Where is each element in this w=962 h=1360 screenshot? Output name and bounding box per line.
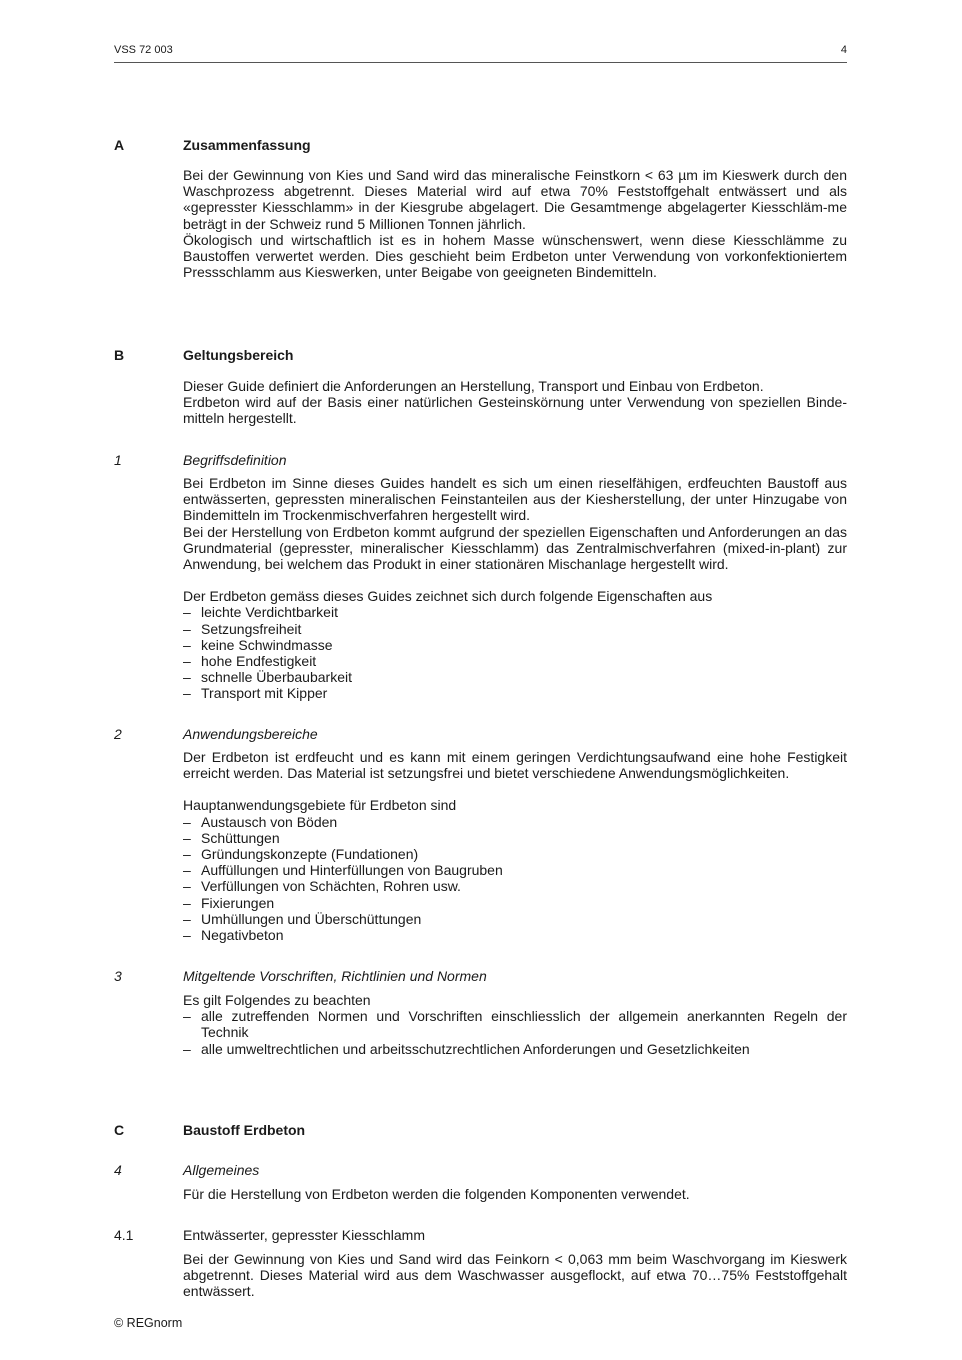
paragraph: Der Erdbeton gemäss dieses Guides zeichnet sich durch folgende Eigenschaften aus xyxy=(183,588,713,605)
section-title: Allgemeines xyxy=(183,1162,260,1178)
paragraph: Ökologisch und wirtschaftlich ist es in hohem Masse wünschenswert, wenn diese Kiesschlämme zu Baustoffen verwertet werden. Dies geschieht beim Erdbeton unter Verwendung von vorkonfektioniertem Pressschlamm aus Kieswerken, unter Beigabe von geeigneten Bindemitteln. xyxy=(183,231,847,281)
section-number: C xyxy=(114,1122,125,1138)
list-item: – Umhüllungen und Überschüttungen xyxy=(183,911,847,927)
section-number: 3 xyxy=(114,968,122,984)
section-body xyxy=(183,749,847,943)
section-number: 1 xyxy=(114,452,122,468)
section-body xyxy=(183,1186,847,1202)
list-item: – Auffüllungen und Hinterfüllungen von Baugruben xyxy=(183,862,847,878)
section-title: Anwendungsbereiche xyxy=(183,726,318,742)
list-item: – schnelle Überbaubarkeit xyxy=(183,669,847,685)
list-item: – hohe Endfestigkeit xyxy=(183,653,847,669)
list-item: – Setzungsfreiheit xyxy=(183,621,847,637)
section-number: 4.1 xyxy=(114,1227,134,1243)
paragraph: Bei Erdbeton im Sinne dieses Guides handelt es sich um einen rieselfähigen, erdfeuchten Baustoff aus entwässerten, gepressten mineralischen Feinstanteilen aus der Kiesherstellung, der unter Hinzugabe von Bindemitteln im Trockenmischverfahren hergestellt wird. xyxy=(183,475,847,524)
property-list xyxy=(183,604,847,701)
list-item: – keine Schwindmasse xyxy=(183,637,847,653)
copyright-notice: © REGnorm xyxy=(114,1316,183,1330)
paragraph: Erdbeton wird auf der Basis einer natürlichen Gesteinskörnung unter Verwendung von speziellen Binde-mitteln hergestellt. xyxy=(183,394,847,427)
list-item: – alle umweltrechtlichen und arbeitsschutzrechtlichen Anforderungen und Gesetzlichkeiten xyxy=(183,1041,847,1057)
list-item: – leichte Verdichtbarkeit xyxy=(183,604,847,620)
section-body xyxy=(183,992,847,1057)
paragraph: Es gilt Folgendes zu beachten xyxy=(183,992,371,1008)
section-body xyxy=(183,167,847,280)
section-number: A xyxy=(114,137,125,153)
document-id: VSS 72 003 xyxy=(114,44,173,56)
paragraph: Der Erdbeton ist erdfeucht und es kann mit einem geringen Verdichtungsaufwand eine hohe Festigkeit erreicht werden. Das Material ist setzungsfrei und bietet verschiedene Anwendungsmöglichkeiten. xyxy=(183,749,847,782)
section-title: Geltungsbereich xyxy=(183,347,294,363)
section-title: Mitgeltende Vorschriften, Richtlinien und Normen xyxy=(183,968,487,984)
page-footer xyxy=(114,1316,182,1330)
list-item: – alle zutreffenden Normen und Vorschriften einschliesslich der allgemein anerkannten Regeln der Technik xyxy=(183,1008,847,1040)
page-number: 4 xyxy=(840,44,847,56)
section-number: B xyxy=(114,347,125,363)
section-body xyxy=(183,378,847,427)
list-item: – Schüttungen xyxy=(183,830,847,846)
section-title: Begriffsdefinition xyxy=(183,452,287,468)
paragraph: Für die Herstellung von Erdbeton werden die folgenden Komponenten verwendet. xyxy=(183,1186,690,1202)
section-body xyxy=(183,475,847,702)
regulation-list xyxy=(183,1008,847,1057)
section-body xyxy=(183,1251,847,1300)
list-item: – Negativbeton xyxy=(183,927,847,943)
paragraph: Bei der Gewinnung von Kies und Sand wird das Feinkorn < 0,063 mm beim Waschvorgang im Kieswerk abgetrennt. Dieses Material wird aus dem Waschwasser ausgeflockt, auf etwa 70…75% Feststoffgehalt entwässert. xyxy=(183,1251,847,1300)
application-list xyxy=(183,814,847,944)
list-item: – Verfüllungen von Schächten, Rohren usw. xyxy=(183,878,847,894)
paragraph: Dieser Guide definiert die Anforderungen an Herstellung, Transport und Einbau von Erdbeton. xyxy=(183,378,764,394)
list-item: – Gründungskonzepte (Fundationen) xyxy=(183,846,847,862)
list-item: – Transport mit Kipper xyxy=(183,685,847,701)
paragraph: Bei der Gewinnung von Kies und Sand wird das mineralische Feinstkorn < 63 µm im Kieswerk durch den Waschprozess abgetrennt. Dieses Material wird auf etwa 70% Feststoffgehalt entwässert und als «gepresster Kiesschlamm» in der Kiesgrube abgelagert. Die Gesamtmenge abgelagerter Kiesschläm-me beträgt in der Schweiz rund 5 Millionen Tonnen jährlich. xyxy=(183,167,847,232)
section-title: Baustoff Erdbeton xyxy=(183,1122,306,1138)
list-item: – Austausch von Böden xyxy=(183,814,847,830)
paragraph: Hauptanwendungsgebiete für Erdbeton sind xyxy=(183,797,457,814)
section-title: Zusammenfassung xyxy=(183,137,311,153)
paragraph: Bei der Herstellung von Erdbeton kommt aufgrund der speziellen Eigenschaften und Anforderungen an das Grundmaterial (gepresster, mineralischer Kiesschlamm) das Zentralmischverfahren (mixed-in-plant) zur Anwendung, bei welchem das Produkt in einer stationären Mischanlage hergestellt wird. xyxy=(183,523,847,573)
section-number: 2 xyxy=(114,726,122,742)
section-title: Entwässerter, gepresster Kiesschlamm xyxy=(183,1227,425,1243)
list-item: – Fixierungen xyxy=(183,895,847,911)
page-header xyxy=(114,44,847,63)
section-number: 4 xyxy=(114,1162,122,1178)
